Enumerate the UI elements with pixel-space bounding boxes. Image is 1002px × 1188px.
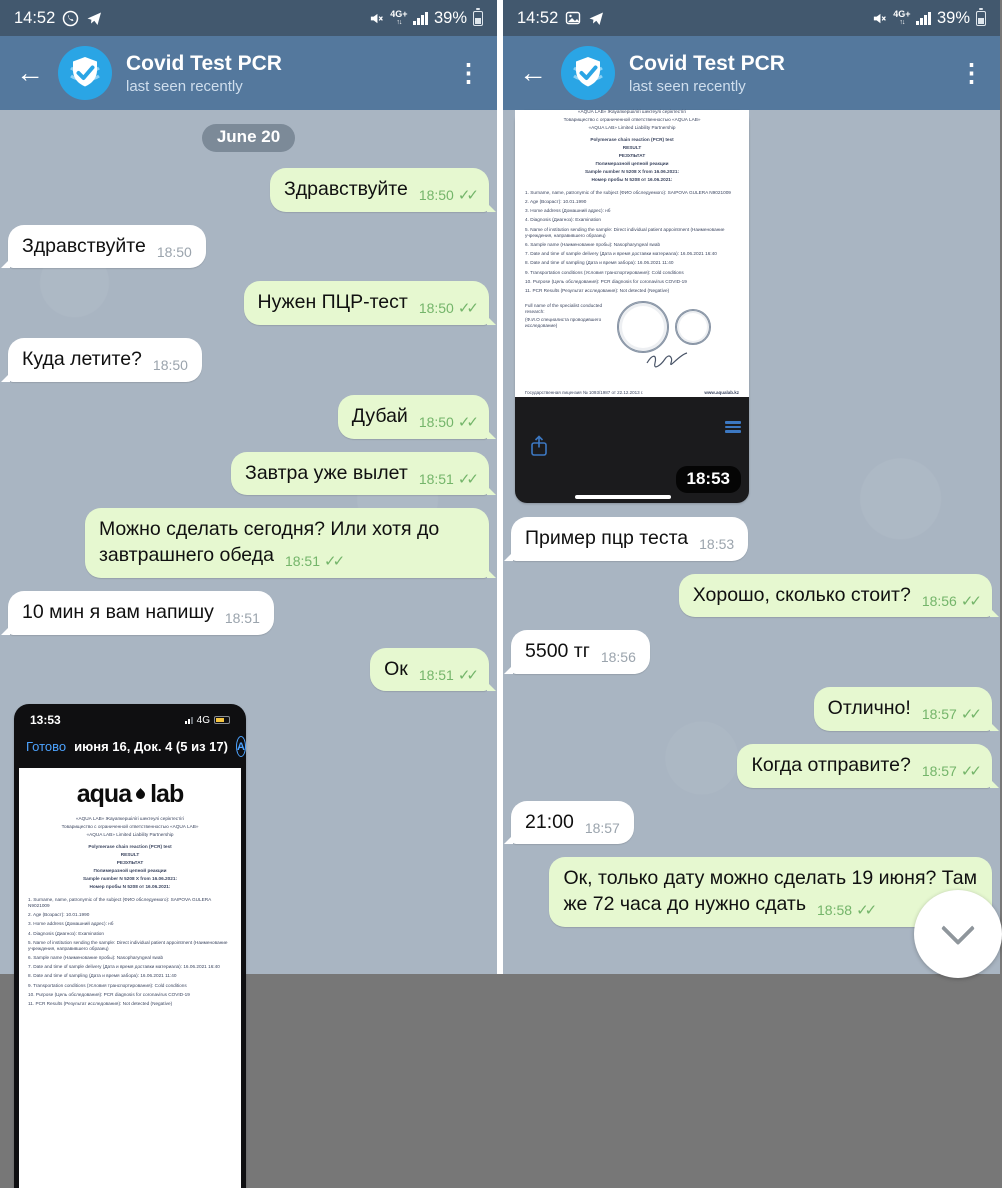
message-bubble[interactable] <box>737 744 992 788</box>
text-size-button[interactable]: A <box>236 736 246 757</box>
chat-title-block[interactable] <box>629 52 785 95</box>
document-text-line: Полимеразной цепной реакции <box>93 868 167 874</box>
document-text-line: 3. Home address (Домашний адрес): нб <box>525 208 611 214</box>
message-text: Ок, только дату можно сделать 19 июня? Там же 72 часа до нужно сдать <box>563 867 978 916</box>
message-time: 18:50 <box>418 187 454 203</box>
document-signature-row <box>525 301 739 353</box>
message-bubble[interactable] <box>8 225 206 269</box>
round-stamp-icon <box>675 309 711 345</box>
share-icon[interactable] <box>529 435 549 457</box>
last-seen-status: last seen recently <box>126 77 243 95</box>
document-text-line: Товарищество с ограниченной ответственностью «AQUA LAB» <box>61 824 199 830</box>
date-chip: June 20 <box>202 124 295 152</box>
status-icons-right <box>369 9 483 28</box>
battery-percent: 39% <box>936 8 970 27</box>
document-title: июня 16, Док. 4 (5 из 17) <box>74 739 228 755</box>
message-time: 18:50 <box>418 413 454 430</box>
message-text: Хорошо, сколько стоит? <box>692 583 911 606</box>
read-receipt-icon: ✓✓ <box>457 300 475 318</box>
message-text: Здравствуйте <box>284 178 408 200</box>
whatsapp-icon <box>62 10 79 27</box>
document-text-line: «AQUA LAB» Жауапкершілігі шектеулі серіктестігі <box>75 816 185 822</box>
read-receipt-icon: ✓✓ <box>960 592 978 610</box>
document-text-line: 10. Purpose (Цель обследования): PCR diagnosis for coronavirus COVID-19 <box>525 278 687 284</box>
document-text-line: 7. Date and time of sample delivery (Дата и время доставки материала): 16.06.2021 16:40 <box>525 251 717 257</box>
message-text: Можно сделать сегодня? Или хотя до завтрашнего обеда <box>98 518 440 567</box>
message-text: Куда летите? <box>22 348 142 371</box>
telegram-icon <box>86 10 103 27</box>
message-time: 18:56 <box>600 649 636 666</box>
message-time: 18:51 <box>418 470 454 487</box>
message-text: Пример пцр теста <box>525 527 689 549</box>
document-text-line: 4. Diagnosis (Диагноз): Examination <box>28 930 105 936</box>
message-bubble[interactable] <box>511 801 634 845</box>
message-text: Когда отправите? <box>751 753 911 776</box>
message-text: Отлично! <box>827 697 911 720</box>
overflow-menu-button[interactable]: ⋮ <box>959 59 984 87</box>
document-text-line: РЕЗУЛЬТАТ <box>116 860 144 866</box>
document-text-line: РЕЗУЛЬТАТ <box>618 152 646 158</box>
document-text-line: RESULT <box>120 852 140 858</box>
aqualab-logo: aqua lab <box>76 780 184 809</box>
chat-title: Covid Test PCR <box>126 51 282 75</box>
document-text-line: 5. Name of institution sending the sample: Direct individual patient appointment (Наименование учреждения, направившего образец) <box>525 226 725 238</box>
document-text-line: 6. Sample name (Наименование пробы): Nasopharyngeal swab <box>525 241 661 247</box>
inner-phone-time: 13:53 <box>30 713 61 728</box>
message-time: 18:51 <box>284 553 320 570</box>
message-time: 18:50 <box>418 300 454 317</box>
document-text-line: 3. Home address (Домашний адрес): нб <box>28 921 114 927</box>
document-text-line: 11. PCR Results (Результат исследования): Not detected (Negative) <box>525 288 670 294</box>
message-text: 10 мин я вам напишу <box>22 600 214 623</box>
message-bubble[interactable] <box>85 508 489 577</box>
read-receipt-icon: ✓✓ <box>457 187 475 204</box>
message-list-right[interactable] <box>503 110 1000 974</box>
document-text-line: «AQUA LAB» Жауапкершілігі шектеулі серіктестігі <box>577 109 687 115</box>
website-line: www.aqualab.kz <box>704 390 739 396</box>
message-time: 18:56 <box>921 592 957 609</box>
message-bubble[interactable] <box>370 648 489 692</box>
document-text-line: 10. Purpose (Цель обследования): PCR diagnosis for coronavirus COVID-19 <box>28 992 190 998</box>
document-text-line: Polymerase chain reaction (PCR) test <box>590 136 674 142</box>
back-button[interactable]: ← <box>519 57 547 88</box>
document-items <box>28 897 232 1007</box>
message-time: 18:57 <box>921 706 957 723</box>
mute-icon <box>369 11 384 26</box>
back-button[interactable]: ← <box>16 57 44 88</box>
battery-percent: 39% <box>433 8 467 27</box>
chat-avatar[interactable] <box>58 46 112 100</box>
document-text-line: Sample number N 5208 X from 16.06.2021: <box>584 168 680 174</box>
document-text-line: 5. Name of institution sending the sample: Direct individual patient appointment (Наименование учреждения, направившего образец) <box>28 939 228 951</box>
message-list-left[interactable] <box>0 110 497 1007</box>
list-icon[interactable] <box>725 421 741 433</box>
message-bubble[interactable] <box>231 452 489 496</box>
message-text: 5500 тг <box>525 640 590 663</box>
message-bubble[interactable] <box>244 281 490 325</box>
document-result-block <box>525 137 739 183</box>
message-text: Здравствуйте <box>22 234 146 257</box>
message-bubble[interactable] <box>8 591 274 635</box>
document-text-line: 1. Surname, name, patronymic of the subject (ФИО обследуемого): SAIPOVA GULERA N9021009 <box>525 189 731 195</box>
battery-icon <box>976 11 986 26</box>
status-bar <box>503 0 1000 36</box>
photo-message-document-screenshot[interactable] <box>14 704 246 1188</box>
round-stamp-icon <box>617 301 669 353</box>
last-seen-status: last seen recently <box>629 77 746 95</box>
read-receipt-icon: ✓✓ <box>960 762 978 780</box>
document-text-line: 8. Date and time of sampling (Дата и время забора): 16.06.2021 11:40 <box>525 260 674 266</box>
read-receipt-icon: ✓✓ <box>960 706 978 724</box>
status-bar <box>0 0 497 36</box>
message-time: 18:53 <box>699 536 735 552</box>
document-heading <box>28 816 232 838</box>
chat-panel-right <box>503 0 1000 974</box>
document-text-line: Полимеразной цепной реакции <box>595 160 669 166</box>
message-text: Дубай <box>351 404 408 427</box>
inner-network-type: 4G <box>196 714 210 726</box>
read-receipt-icon: ✓✓ <box>324 553 342 571</box>
photo-timestamp: 18:53 <box>676 466 741 493</box>
inner-phone-status-bar <box>14 704 246 729</box>
document-text-line: Товарищество с ограниченной ответственностью «AQUA LAB» <box>563 117 701 123</box>
chat-panel-left <box>0 0 497 1007</box>
mute-icon <box>872 11 887 26</box>
message-bubble[interactable] <box>338 395 489 439</box>
message-text: 21:00 <box>525 810 574 833</box>
document-text-line: RESULT <box>622 144 642 150</box>
document-text-line: 1. Surname, name, patronymic of the subject (ФИО обследуемого): SAIPOVA GULERA N9021009 <box>28 896 211 908</box>
message-bubble[interactable] <box>511 630 650 674</box>
scroll-to-bottom-button[interactable] <box>914 890 1002 978</box>
signal-strength-icon <box>916 12 931 25</box>
message-bubble[interactable] <box>814 687 992 731</box>
inner-battery-icon <box>214 716 230 724</box>
document-text-line: 9. Transportation conditions (Условия транспортирования): Cold conditions <box>525 269 684 275</box>
read-receipt-icon: ✓✓ <box>856 902 874 920</box>
message-time: 18:58 <box>817 902 853 919</box>
document-text-line: 11. PCR Results (Результат исследования): Not detected (Negative) <box>28 1001 173 1007</box>
message-time: 18:57 <box>921 762 957 779</box>
pdf-viewer-bottom-bar <box>515 397 749 503</box>
message-text: Нужен ПЦР-тест <box>257 291 408 314</box>
chat-avatar[interactable] <box>561 46 615 100</box>
photo-message-pcr-sample[interactable] <box>515 110 749 503</box>
document-text-line: Sample number N 5208 X from 16.06.2021: <box>82 876 178 882</box>
read-receipt-icon: ✓✓ <box>457 666 475 684</box>
status-time: 14:52 <box>517 8 559 27</box>
chat-header <box>503 36 1000 110</box>
document-text-line: (Ф.И.О специалиста проводившего исследование) <box>525 316 602 328</box>
signal-strength-icon <box>413 12 428 25</box>
message-bubble[interactable] <box>270 168 489 212</box>
document-text-line: «AQUA LAB» Limited Liability Partnership <box>86 832 174 838</box>
document-text-line: 2. Age (Возраст): 10.01.1990 <box>525 198 587 204</box>
document-text-line: Номер пробы N 5208 от 16.06.2021: <box>591 176 673 182</box>
message-time: 18:50 <box>156 243 192 260</box>
battery-icon <box>473 11 483 26</box>
document-text-line: «AQUA LAB» Limited Liability Partnership <box>588 125 676 131</box>
document-text-line: Номер пробы N 5208 от 16.06.2021: <box>89 884 171 889</box>
network-type-indicator: 4G+ ↑↓ <box>893 9 911 26</box>
document-text-line: Polymerase chain reaction (PCR) test <box>88 844 172 850</box>
network-type-indicator: 4G+ ↑↓ <box>390 9 408 26</box>
document-result-block <box>28 844 232 890</box>
document-text-line: 6. Sample name (Наименование пробы): Nasopharyngeal swab <box>28 954 164 960</box>
document-page <box>19 768 241 1188</box>
message-time: 18:50 <box>152 357 188 374</box>
document-footer <box>525 390 739 395</box>
inner-signal-icon <box>185 717 193 724</box>
document-page <box>515 110 749 397</box>
message-time: 18:57 <box>584 819 620 836</box>
document-heading <box>525 109 739 131</box>
droplet-icon <box>134 788 147 801</box>
document-items <box>525 190 739 294</box>
message-bubble[interactable] <box>511 517 748 561</box>
document-text-line: Full name of the specialist conducted research: <box>525 303 603 314</box>
chat-title: Covid Test PCR <box>629 51 785 75</box>
overflow-menu-button[interactable]: ⋮ <box>456 59 481 87</box>
document-text-line: 8. Date and time of sampling (Дата и время забора): 16.06.2021 11:40 <box>28 973 177 979</box>
message-bubble[interactable] <box>8 338 202 382</box>
message-text: Завтра уже вылет <box>245 461 408 484</box>
message-text: Ок <box>384 657 408 680</box>
done-button[interactable]: Готово <box>26 739 67 755</box>
status-time: 14:52 <box>14 8 56 27</box>
license-line: Государственная лицензия № 1093/1987 от 22.12.2013 г. <box>525 390 644 396</box>
inner-pdf-toolbar <box>14 729 246 768</box>
document-footnote <box>525 301 603 331</box>
message-time: 18:51 <box>224 609 260 626</box>
stamps <box>617 301 711 353</box>
document-text-line: 4. Diagnosis (Диагноз): Examination <box>525 217 602 223</box>
read-receipt-icon: ✓✓ <box>457 413 475 431</box>
gallery-icon <box>565 10 581 26</box>
message-bubble[interactable] <box>679 574 992 618</box>
telegram-icon <box>588 10 605 27</box>
signature-icon <box>645 349 689 369</box>
document-text-line: 2. Age (Возраст): 10.01.1990 <box>28 912 90 918</box>
message-time: 18:51 <box>418 666 454 683</box>
home-indicator <box>575 495 671 499</box>
document-text-line: 7. Date and time of sample delivery (Дата и время доставки материала): 16.06.2021 16:40 <box>28 964 220 970</box>
chevron-down-icon <box>941 911 975 945</box>
read-receipt-icon: ✓✓ <box>457 470 475 488</box>
status-icons-right <box>872 9 986 28</box>
chat-header <box>0 36 497 110</box>
document-text-line: 9. Transportation conditions (Условия транспортирования): Cold conditions <box>28 982 187 988</box>
chat-title-block[interactable] <box>126 52 282 95</box>
